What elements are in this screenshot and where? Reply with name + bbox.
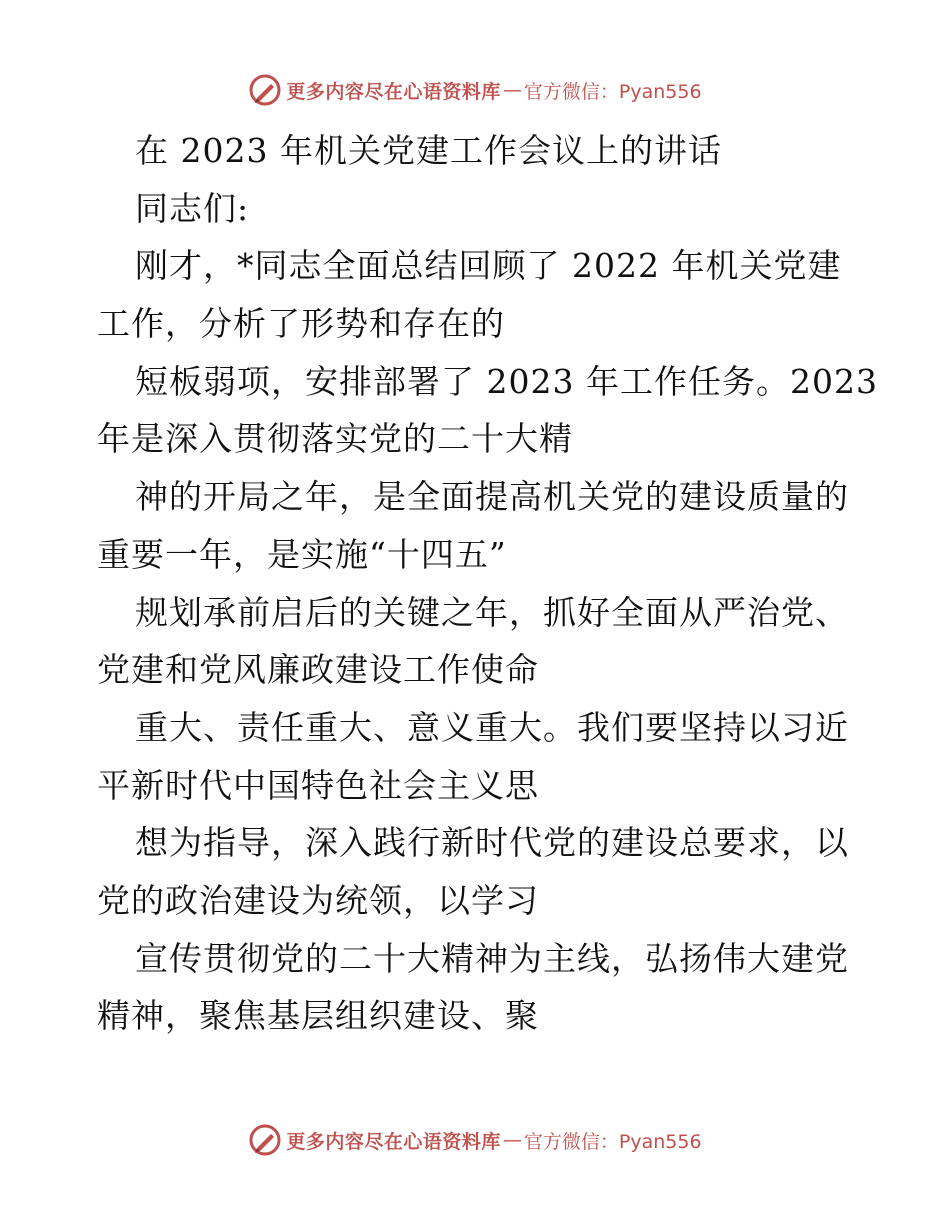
text-line: 想为指导，深入践行新时代党的建设总要求，以 [135,823,849,863]
text-line: 重要一年，是实施“十四五” [97,534,507,574]
watermark-separator: — [502,79,522,101]
document-title: 在 2023 年机关党建工作会议上的讲话 [135,131,722,170]
watermark-contact: 官方微信：Pyan556 [523,80,702,103]
text-line: 规划承前启后的关键之年，抓好全面从严治党、 [135,592,849,632]
text-line: 宣传贯彻党的二十大精神为主线，弘扬伟大建党 [135,938,849,978]
text-line: 刚才，*同志全面总结回顾了 2022 年机关党建 [135,246,842,286]
text-line: 短板弱项，安排部署了 2023 年工作任务。2023 [135,361,878,401]
text-line: 重大、责任重大、意义重大。我们要坚持以习近 [135,707,849,747]
header-watermark [0,70,950,110]
text-line: 精神，聚焦基层组织建设、聚 [97,996,539,1036]
watermark-text: 更多内容尽在心语资料库 [286,1130,501,1153]
watermark-text: 更多内容尽在心语资料库 [286,80,501,103]
watermark-contact: 官方微信：Pyan556 [523,1130,702,1153]
pen-logo-icon [248,73,282,107]
text-line: 党的政治建设为统领，以学习 [97,880,539,920]
text-line: 神的开局之年，是全面提高机关党的建设质量的 [135,477,849,517]
text-line: 平新时代中国特色社会主义思 [97,765,539,805]
document-body [97,122,878,1045]
text-line: 年是深入贯彻落实党的二十大精 [97,419,573,459]
pen-logo-icon [248,1123,282,1157]
text-line: 工作，分析了形势和存在的 [97,304,505,344]
watermark-separator: — [502,1129,522,1151]
footer-watermark [0,1120,950,1160]
text-line: 党建和党风廉政建设工作使命 [97,650,539,690]
salutation: 同志们: [135,188,250,228]
